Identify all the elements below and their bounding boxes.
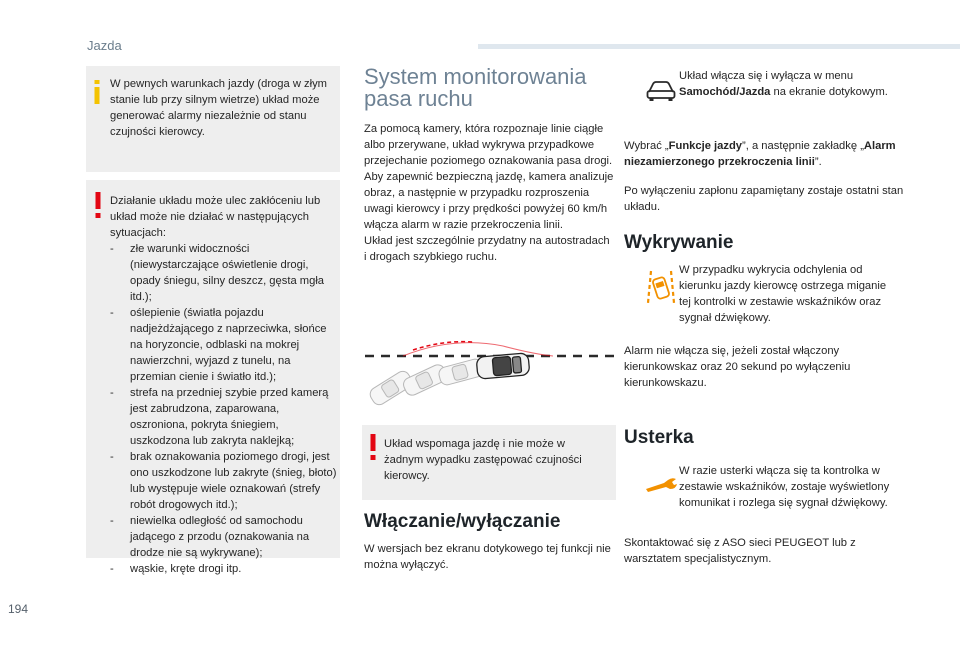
list-item: - złe warunki widoczności (niewystarczające oświetlenie drogi, opady śniegu, silny deszcz, gęsta mgła itd.); [110, 243, 325, 303]
fault-contact: Skontaktować się z ASO sieci PEUGEOT lub z warsztatem specjalistycznym. [624, 537, 856, 565]
warning-text [110, 193, 338, 577]
list-item: - wąskie, kręte drogi itp. [110, 563, 242, 575]
info-text: W pewnych warunkach jazdy (droga w złym stanie lub przy silnym wietrze) układ może generować alarmy niezależnie od stanu czujności kierowcy. [110, 78, 327, 138]
memory-text: Po wyłączeniu zapłonu zapamiętany zostaje ostatni stan układu. [624, 185, 904, 213]
detection-heading: Wykrywanie [624, 232, 734, 253]
description: Za pomocą kamery, która rozpoznaje linie ciągłe albo przerywane, układ wykrywa przypadkowe przejechanie poziomego oznakowania pasa drogi. Aby zapewnić bezpieczną jazdę, kamera analizuje obraz, a następnie w przypadku rozproszenia uwagi kierowcy i przy prędkości powyżej 60 km/h włącza alarm w razie przekroczenia linii. Układ jest szczególnie przydatny na autostradach i drogach szybkiego ruchu. [364, 123, 614, 263]
warning-intro: Działanie układu może ulec zakłóceniu lub układ może nie działać w następujących sytuacjach: [110, 195, 321, 239]
list-item: - niewielka odległość od samochodu jadącego z przodu (oznakowania na drodze nie są wykrywane); [110, 515, 310, 559]
detection-note: Alarm nie włącza się, jeżeli został włączony kierunkowskaz oraz 20 sekund po wyłączeniu kierunkowskazu. [624, 345, 851, 389]
lane-departure-illustration [363, 330, 616, 410]
wrench-icon [644, 477, 678, 493]
warning-text-2: Układ wspomaga jazdę i nie może w żadnym wypadku zastępować czujności kierowcy. [384, 438, 582, 482]
fault-heading: Usterka [624, 427, 694, 448]
switching-text: W wersjach bez ekranu dotykowego tej funkcji nie można wyłączyć. [364, 543, 611, 571]
section-label: Jazda [87, 38, 122, 53]
warning-icon [368, 434, 378, 460]
menu-text: Układ włącza się i wyłącza w menu Samochód/Jazda na ekranie dotykowym. [679, 70, 888, 98]
detection-text: W przypadku wykrycia odchylenia od kierunku jazdy kierowcę ostrzega miganie tej kontrolki w zestawie wskaźników oraz sygnał dźwiękowy. [679, 264, 887, 324]
fault-text: W razie usterki włącza się ta kontrolka w zestawie wskaźników, zostaje wyświetlony komunikat i rozlega się sygnał dźwiękowy. [679, 465, 890, 509]
select-instruction: Wybrać „Funkcje jazdy”, a następnie zakładkę „Alarm niezamierzonego przekroczenia linii”. [624, 140, 896, 168]
info-icon [91, 80, 103, 104]
page-title: System monitorowania pasa ruchu [364, 64, 587, 111]
car-icon [646, 80, 676, 102]
list-item: - strefa na przedniej szybie przed kamerą jest zabrudzona, zaparowana, oszroniona, pokryta śniegiem, uszkodzona lub zakryta naklejką; [110, 387, 329, 447]
switching-heading: Włączanie/wyłączanie [364, 511, 561, 532]
page-number: 194 [8, 602, 29, 616]
header-bar [478, 44, 960, 49]
list-item: - brak oznakowania poziomego drogi, jest ono uszkodzone lub zakryte (śnieg, błoto) lub występuje wiele oznakowań (strefy robót drogowych itd.); [110, 451, 337, 511]
warning-icon [93, 192, 103, 218]
list-item: - oślepienie (światła pojazdu nadjeżdżającego z naprzeciwka, słońce na horyzoncie, odblaski na mokrej nawierzchni, wyjazd z tunelu, na przemian cienie i światło itd.); [110, 307, 327, 383]
lane-warning-lamp-icon [646, 270, 676, 304]
